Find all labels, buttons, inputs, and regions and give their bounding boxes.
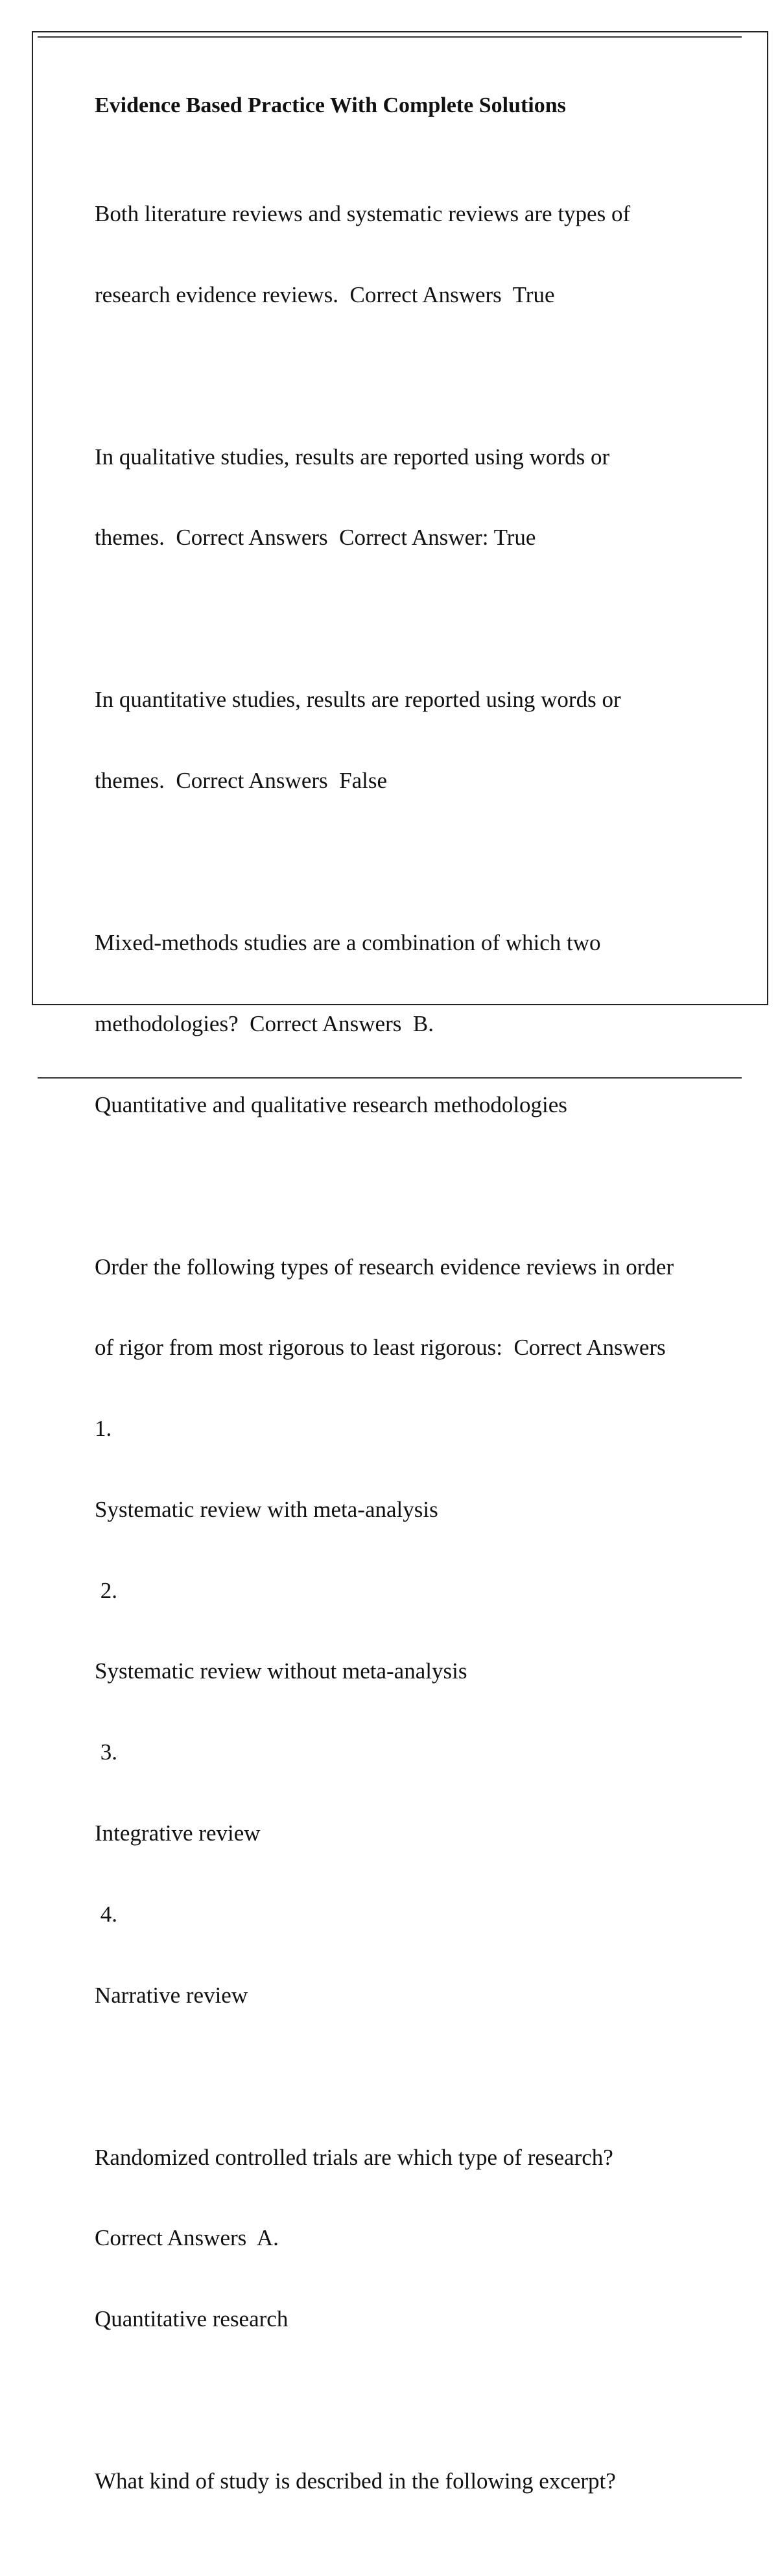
- qa-line: Quantitative research: [95, 2306, 289, 2332]
- qa-line: Randomized controlled trials are which type of research?: [95, 2144, 613, 2170]
- document-title: Evidence Based Practice With Complete Solutions: [95, 93, 566, 117]
- qa-line: Systematic review without meta-analysis: [95, 1658, 467, 1684]
- qa-line: 4.: [95, 1901, 117, 1927]
- qa-line: Integrative review: [95, 1820, 261, 1846]
- qa-line: themes. Correct Answers Correct Answer: True: [95, 525, 536, 551]
- qa-item: [95, 1199, 717, 2062]
- qa-item: [95, 2090, 717, 2387]
- qa-line: 3.: [95, 1739, 117, 1765]
- qa-line: Narrative review: [95, 1982, 248, 2008]
- qa-item: [95, 876, 717, 1173]
- qa-line: Order the following types of research evidence reviews in order: [95, 1254, 674, 1280]
- qa-line: themes. Correct Answers False: [95, 768, 388, 794]
- qa-line: Mixed-methods studies are a combination of which two: [95, 930, 601, 956]
- qa-line: Correct Answers A.: [95, 2225, 279, 2251]
- top-rule: [38, 36, 742, 38]
- qa-line: methodologies? Correct Answers B.: [95, 1010, 434, 1036]
- qa-line: Systematic review with meta-analysis: [95, 1496, 438, 1522]
- qa-line: In qualitative studies, results are reported using words or: [95, 444, 610, 470]
- qa-item: [95, 389, 717, 605]
- qa-line: Both literature reviews and systematic reviews are types of: [95, 200, 631, 226]
- qa-line: of rigor from most rigorous to least rigorous: Correct Answers: [95, 1335, 666, 1361]
- qa-item: [95, 632, 717, 848]
- qa-line: 2.: [95, 1577, 117, 1603]
- qa-line: research evidence reviews. Correct Answers True: [95, 281, 555, 307]
- qa-item: [95, 2414, 717, 2549]
- qa-item: [95, 147, 717, 363]
- qa-line: Quantitative and qualitative research methodologies: [95, 1091, 567, 1117]
- qa-line: What kind of study is described in the following excerpt?: [95, 2468, 616, 2494]
- qa-line: In quantitative studies, results are reported using words or: [95, 687, 621, 713]
- document-body: [95, 92, 717, 2576]
- qa-line: 1.: [95, 1416, 112, 1442]
